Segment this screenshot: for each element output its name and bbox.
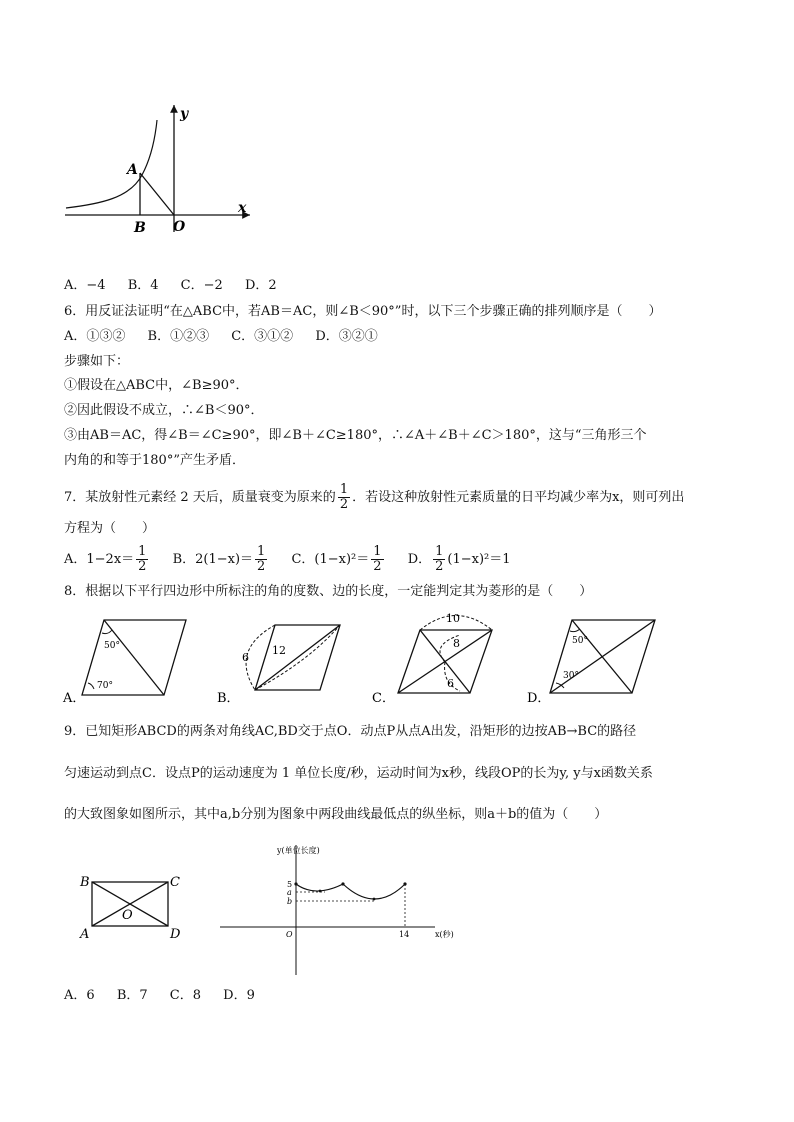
q9-label-a: A bbox=[80, 927, 90, 942]
q5-label-x: x bbox=[238, 200, 247, 216]
q8-d-angle1: 50° bbox=[572, 636, 588, 646]
q8-b-len2: 12 bbox=[272, 644, 286, 657]
q6-step1: ①假设在△ABC中，∠B≥90°． bbox=[64, 378, 249, 393]
q7-fraction-half bbox=[338, 483, 350, 512]
q8-figure-a bbox=[62, 620, 186, 706]
q5-label-o: O bbox=[173, 219, 186, 235]
q5-label-b: B bbox=[134, 220, 146, 236]
q5-option-b[interactable]: B．4 bbox=[127, 278, 159, 293]
q9-label-c: C bbox=[170, 875, 180, 890]
q7-stem-a: 7．某放射性元素经 2 天后，质量衰变为原来的 bbox=[64, 490, 336, 505]
q9-point-min-a bbox=[319, 890, 322, 893]
q8-figure-b bbox=[217, 625, 340, 706]
q5-option-a[interactable]: A．−4 bbox=[64, 278, 106, 293]
q6-option-c[interactable]: C．③①② bbox=[231, 329, 294, 344]
q9-curve bbox=[296, 884, 405, 899]
q8-d-angle2: 30° bbox=[563, 671, 579, 681]
q5-label-a: A bbox=[127, 162, 138, 178]
q9-line3: 的大致图象如图所示，其中a,b分别为图象中两段曲线最低点的纵坐标，则a＋b的值为（ ） bbox=[64, 807, 608, 822]
q8-label-b[interactable]: B． bbox=[217, 691, 240, 706]
q9-label-d: D bbox=[170, 927, 181, 942]
q6-option-b[interactable]: B．①②③ bbox=[147, 329, 210, 344]
q9-xlabel: x(秒) bbox=[435, 930, 454, 939]
q6-option-d[interactable]: D．③②① bbox=[315, 329, 378, 344]
q9-point-end bbox=[403, 882, 406, 885]
q7-option-c-frac bbox=[371, 545, 383, 574]
q8-c-len1: 10 bbox=[446, 612, 460, 625]
q7-option-d-post: (1−x)²＝1 bbox=[447, 552, 511, 567]
q7-option-a-frac bbox=[136, 545, 148, 574]
q6-step3a: ③由AB＝AC，得∠B＝∠C≥90°，即∠B＋∠C≥180°，∴∠A＋∠B＋∠C＞180°，这与“三角形三个 bbox=[64, 428, 647, 443]
q7-option-c[interactable] bbox=[291, 542, 385, 578]
q9-label-b: B bbox=[80, 875, 90, 890]
q5-option-d[interactable]: D．2 bbox=[244, 278, 277, 293]
q9-option-b[interactable]: B．7 bbox=[116, 988, 148, 1003]
q7-option-d-num: 1 bbox=[435, 544, 444, 559]
q9-option-d[interactable]: D．9 bbox=[223, 988, 255, 1003]
q7-option-c-den: 2 bbox=[373, 559, 382, 574]
q8-c-len2: 8 bbox=[453, 637, 460, 650]
q7-stem-c: 方程为（ ） bbox=[64, 521, 156, 536]
q6-step3b: 内角的和等于180°”产生矛盾． bbox=[64, 453, 245, 468]
q8-a-angle1: 50° bbox=[104, 641, 120, 651]
q7-option-a-num: 1 bbox=[138, 544, 147, 559]
q9-line1: 9．已知矩形ABCD的两条对角线AC,BD交于点O．动点P从点A出发，沿矩形的边按AB→BC的路径 bbox=[64, 724, 637, 739]
q7-option-b[interactable] bbox=[173, 542, 270, 578]
q8-label-d[interactable]: D． bbox=[527, 691, 551, 706]
q6-stem: 6．用反证法证明“在△ABC中，若AB＝AC，则∠B＜90°”时，以下三个步骤正确的排列顺序是（ ） bbox=[64, 304, 662, 319]
q5-graph bbox=[60, 100, 260, 240]
q8-label-c[interactable]: C． bbox=[372, 691, 395, 706]
q7-option-a-text: A．1−2x＝ bbox=[64, 552, 135, 567]
q7-option-a-den: 2 bbox=[138, 559, 147, 574]
q8-d-diagonal2 bbox=[550, 620, 655, 693]
q9-option-a[interactable]: A．6 bbox=[64, 988, 95, 1003]
q5-options bbox=[64, 276, 295, 296]
q5-label-y: y bbox=[180, 106, 189, 122]
q7-options bbox=[64, 542, 529, 578]
q7-stem bbox=[64, 481, 684, 515]
q7-option-b-den: 2 bbox=[257, 559, 266, 574]
q8-stem: 8．根据以下平行四边形中所标注的角的度数、边的长度，一定能判定其为菱形的是（ ） bbox=[64, 584, 593, 599]
q8-figures bbox=[60, 605, 740, 715]
q8-a-arc1 bbox=[102, 630, 112, 634]
q9-options bbox=[64, 986, 273, 1006]
q9-point-min-b bbox=[373, 898, 376, 901]
q5-option-c[interactable]: C．−2 bbox=[180, 278, 223, 293]
q9-point-start bbox=[294, 882, 297, 885]
q9-point-mid bbox=[341, 882, 344, 885]
q9-label-o: O bbox=[122, 908, 133, 923]
q6-option-a[interactable]: A．①③② bbox=[64, 329, 126, 344]
q8-figure-c bbox=[372, 612, 492, 706]
q7-option-d-frac bbox=[433, 545, 445, 574]
q8-a-angle2: 70° bbox=[97, 681, 113, 691]
q7-half-den: 2 bbox=[339, 497, 349, 512]
q9-tick-b: b bbox=[287, 897, 293, 906]
q7-option-b-text: B．2(1−x)＝ bbox=[172, 552, 254, 567]
q9-ylabel: y(单位长度) bbox=[277, 846, 320, 855]
q7-option-d-pre: D． bbox=[407, 552, 432, 567]
q7-option-b-num: 1 bbox=[257, 544, 266, 559]
q9-tick-5: 5 bbox=[287, 880, 293, 889]
q7-option-a[interactable] bbox=[64, 542, 150, 578]
q7-option-c-num: 1 bbox=[373, 544, 382, 559]
q5-hyperbola bbox=[66, 120, 157, 208]
q9-line2: 匀速运动到点C．设点P的运动速度为 1 单位长度/秒，运动时间为x秒，线段OP的长为y, y与x函数关系 bbox=[64, 766, 653, 781]
q8-b-diagonal bbox=[255, 625, 340, 690]
q8-a-diagonal bbox=[104, 620, 164, 695]
q9-function-graph bbox=[215, 840, 465, 980]
q7-option-c-text: C．(1−x)²＝ bbox=[291, 552, 370, 567]
q7-option-b-frac bbox=[255, 545, 267, 574]
q7-option-d[interactable] bbox=[408, 542, 511, 578]
q8-b-len1: 6 bbox=[242, 651, 249, 664]
q6-step2: ②因此假设不成立，∴∠B＜90°． bbox=[64, 403, 264, 418]
q5-segment-ao bbox=[140, 173, 174, 215]
q7-option-d-den: 2 bbox=[435, 559, 444, 574]
q8-a-arc2 bbox=[88, 683, 94, 689]
q8-b-dashed-arc1 bbox=[246, 625, 275, 690]
q7-half-num: 1 bbox=[339, 482, 349, 497]
q9-tick-a: a bbox=[287, 888, 292, 897]
q7-stem-b: ．若设这种放射性元素质量的日平均减少率为x，则可列出 bbox=[352, 490, 685, 505]
q8-d-arc1 bbox=[570, 629, 580, 632]
q8-label-a[interactable]: A． bbox=[63, 691, 86, 706]
q9-rectangle-figure bbox=[72, 868, 192, 948]
q9-option-c[interactable]: C．8 bbox=[169, 988, 201, 1003]
q9-origin: O bbox=[286, 930, 293, 939]
q8-figure-d bbox=[527, 620, 655, 706]
q8-c-len3: 6 bbox=[447, 677, 454, 690]
q6-steps-title: 步骤如下： bbox=[64, 354, 130, 369]
q6-options bbox=[64, 327, 396, 347]
q9-tick-14: 14 bbox=[399, 930, 410, 939]
